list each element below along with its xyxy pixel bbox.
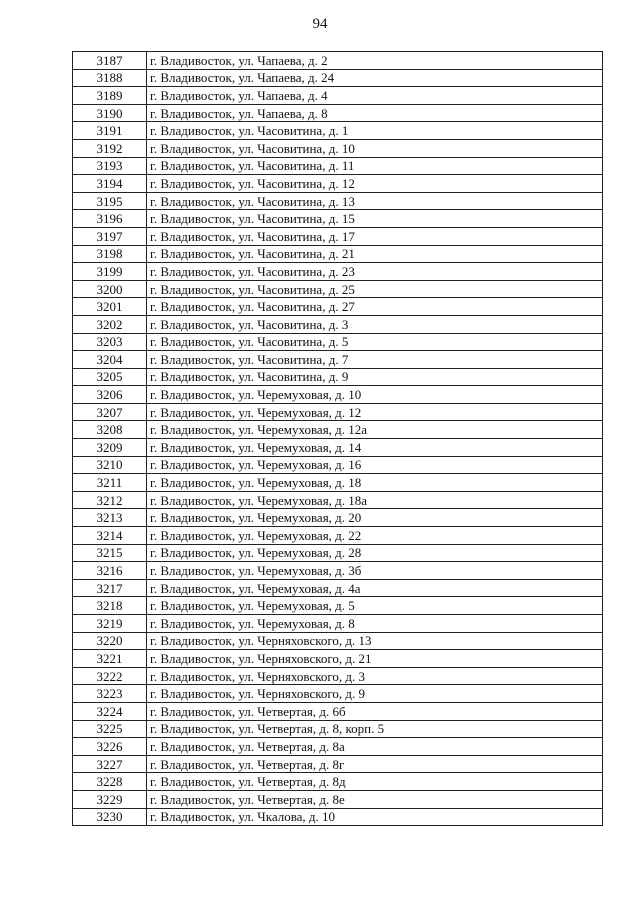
table-row [73, 298, 603, 316]
row-address: г. Владивосток, ул. Четвертая, д. 8е [147, 790, 603, 808]
row-address: г. Владивосток, ул. Часовитина, д. 23 [147, 263, 603, 281]
row-address: г. Владивосток, ул. Чапаева, д. 24 [147, 69, 603, 87]
row-number: 3216 [73, 562, 147, 580]
address-table-body [73, 52, 603, 826]
table-row [73, 175, 603, 193]
row-address: г. Владивосток, ул. Часовитина, д. 13 [147, 192, 603, 210]
row-number: 3194 [73, 175, 147, 193]
table-row [73, 280, 603, 298]
row-number: 3224 [73, 702, 147, 720]
row-address: г. Владивосток, ул. Часовитина, д. 17 [147, 227, 603, 245]
row-number: 3203 [73, 333, 147, 351]
table-row [73, 69, 603, 87]
row-address: г. Владивосток, ул. Часовитина, д. 27 [147, 298, 603, 316]
row-number: 3190 [73, 104, 147, 122]
table-row [73, 615, 603, 633]
row-address: г. Владивосток, ул. Часовитина, д. 12 [147, 175, 603, 193]
table-row [73, 509, 603, 527]
row-number: 3218 [73, 597, 147, 615]
row-number: 3230 [73, 808, 147, 826]
row-address: г. Владивосток, ул. Черемуховая, д. 20 [147, 509, 603, 527]
row-address: г. Владивосток, ул. Черемуховая, д. 14 [147, 439, 603, 457]
table-row [73, 210, 603, 228]
row-address: г. Владивосток, ул. Черняховского, д. 21 [147, 650, 603, 668]
row-number: 3192 [73, 139, 147, 157]
table-row [73, 650, 603, 668]
row-number: 3193 [73, 157, 147, 175]
row-address: г. Владивосток, ул. Черемуховая, д. 18 [147, 474, 603, 492]
row-address: г. Владивосток, ул. Черняховского, д. 3 [147, 667, 603, 685]
row-number: 3214 [73, 527, 147, 545]
row-number: 3225 [73, 720, 147, 738]
row-address: г. Владивосток, ул. Часовитина, д. 7 [147, 351, 603, 369]
table-row [73, 632, 603, 650]
table-row [73, 738, 603, 756]
row-number: 3211 [73, 474, 147, 492]
row-number: 3197 [73, 227, 147, 245]
row-address: г. Владивосток, ул. Четвертая, д. 8, корп. 5 [147, 720, 603, 738]
row-number: 3200 [73, 280, 147, 298]
table-row [73, 808, 603, 826]
row-address: г. Владивосток, ул. Черемуховая, д. 16 [147, 456, 603, 474]
row-address: г. Владивосток, ул. Четвертая, д. 8г [147, 755, 603, 773]
row-number: 3202 [73, 315, 147, 333]
table-row [73, 351, 603, 369]
row-number: 3207 [73, 403, 147, 421]
row-address: г. Владивосток, ул. Чапаева, д. 8 [147, 104, 603, 122]
row-number: 3222 [73, 667, 147, 685]
row-number: 3204 [73, 351, 147, 369]
row-address: г. Владивосток, ул. Четвертая, д. 6б [147, 702, 603, 720]
table-row [73, 403, 603, 421]
table-row [73, 421, 603, 439]
row-number: 3212 [73, 491, 147, 509]
table-row [73, 491, 603, 509]
row-address: г. Владивосток, ул. Чапаева, д. 4 [147, 87, 603, 105]
row-number: 3187 [73, 52, 147, 70]
table-row [73, 755, 603, 773]
row-address: г. Владивосток, ул. Четвертая, д. 8д [147, 773, 603, 791]
table-row [73, 790, 603, 808]
row-number: 3215 [73, 544, 147, 562]
table-row [73, 527, 603, 545]
row-number: 3206 [73, 386, 147, 404]
row-address: г. Владивосток, ул. Черемуховая, д. 28 [147, 544, 603, 562]
table-row [73, 104, 603, 122]
row-address: г. Владивосток, ул. Черемуховая, д. 4а [147, 579, 603, 597]
table-row [73, 227, 603, 245]
row-number: 3221 [73, 650, 147, 668]
row-address: г. Владивосток, ул. Черемуховая, д. 18а [147, 491, 603, 509]
address-table [72, 51, 603, 826]
table-row [73, 456, 603, 474]
row-address: г. Владивосток, ул. Часовитина, д. 3 [147, 315, 603, 333]
row-number: 3209 [73, 439, 147, 457]
table-row [73, 685, 603, 703]
table-row [73, 122, 603, 140]
table-row [73, 87, 603, 105]
row-address: г. Владивосток, ул. Часовитина, д. 1 [147, 122, 603, 140]
row-number: 3213 [73, 509, 147, 527]
table-row [73, 562, 603, 580]
row-number: 3199 [73, 263, 147, 281]
row-number: 3196 [73, 210, 147, 228]
table-row [73, 597, 603, 615]
row-address: г. Владивосток, ул. Часовитина, д. 5 [147, 333, 603, 351]
page-number: 94 [312, 16, 328, 32]
row-address: г. Владивосток, ул. Черемуховая, д. 3б [147, 562, 603, 580]
row-number: 3217 [73, 579, 147, 597]
table-row [73, 52, 603, 70]
table-row [73, 315, 603, 333]
row-number: 3219 [73, 615, 147, 633]
table-row [73, 245, 603, 263]
table-row [73, 192, 603, 210]
row-address: г. Владивосток, ул. Черемуховая, д. 22 [147, 527, 603, 545]
table-row [73, 386, 603, 404]
row-number: 3227 [73, 755, 147, 773]
row-number: 3205 [73, 368, 147, 386]
row-address: г. Владивосток, ул. Часовитина, д. 21 [147, 245, 603, 263]
table-row [73, 333, 603, 351]
row-address: г. Владивосток, ул. Черемуховая, д. 12а [147, 421, 603, 439]
row-address: г. Владивосток, ул. Чапаева, д. 2 [147, 52, 603, 70]
row-number: 3210 [73, 456, 147, 474]
row-address: г. Владивосток, ул. Часовитина, д. 11 [147, 157, 603, 175]
row-address: г. Владивосток, ул. Часовитина, д. 15 [147, 210, 603, 228]
row-number: 3226 [73, 738, 147, 756]
row-number: 3198 [73, 245, 147, 263]
row-address: г. Владивосток, ул. Часовитина, д. 9 [147, 368, 603, 386]
row-address: г. Владивосток, ул. Черемуховая, д. 10 [147, 386, 603, 404]
table-row [73, 439, 603, 457]
table-row [73, 368, 603, 386]
row-address: г. Владивосток, ул. Черемуховая, д. 12 [147, 403, 603, 421]
row-address: г. Владивосток, ул. Часовитина, д. 25 [147, 280, 603, 298]
table-row [73, 139, 603, 157]
table-row [73, 702, 603, 720]
row-number: 3188 [73, 69, 147, 87]
row-number: 3223 [73, 685, 147, 703]
table-row [73, 773, 603, 791]
table-row [73, 474, 603, 492]
row-number: 3189 [73, 87, 147, 105]
row-address: г. Владивосток, ул. Черемуховая, д. 5 [147, 597, 603, 615]
row-address: г. Владивосток, ул. Черемуховая, д. 8 [147, 615, 603, 633]
table-row [73, 544, 603, 562]
row-address: г. Владивосток, ул. Черняховского, д. 13 [147, 632, 603, 650]
row-address: г. Владивосток, ул. Чкалова, д. 10 [147, 808, 603, 826]
row-address: г. Владивосток, ул. Четвертая, д. 8а [147, 738, 603, 756]
table-row [73, 263, 603, 281]
row-address: г. Владивосток, ул. Часовитина, д. 10 [147, 139, 603, 157]
table-row [73, 157, 603, 175]
row-number: 3208 [73, 421, 147, 439]
row-number: 3201 [73, 298, 147, 316]
table-row [73, 667, 603, 685]
table-row [73, 720, 603, 738]
row-number: 3220 [73, 632, 147, 650]
row-number: 3195 [73, 192, 147, 210]
row-address: г. Владивосток, ул. Черняховского, д. 9 [147, 685, 603, 703]
row-number: 3229 [73, 790, 147, 808]
row-number: 3191 [73, 122, 147, 140]
table-row [73, 579, 603, 597]
row-number: 3228 [73, 773, 147, 791]
